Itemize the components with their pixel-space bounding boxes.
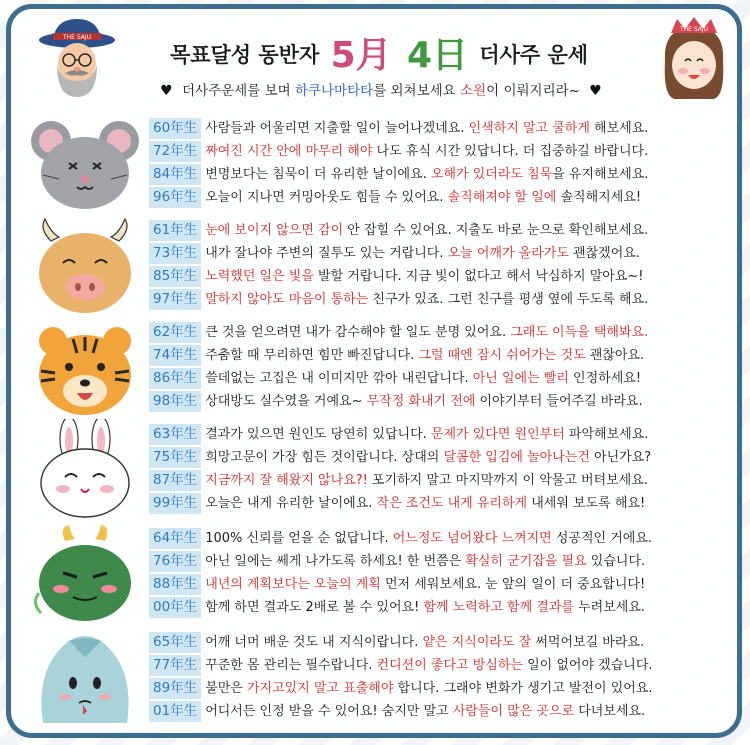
fortune-text: 이야기부터 들어주길 바라요. — [475, 394, 643, 409]
section-snake — [11, 627, 747, 729]
fortune-text: 오늘이 지나면 커밍아웃도 힘들 수 있어요. — [205, 190, 448, 205]
section-tiger — [11, 317, 747, 419]
fortune-row — [149, 631, 739, 653]
title-suffix: 더사주 운세 — [479, 43, 589, 67]
fortune-highlight: 문제가 있다면 원인부터 — [430, 427, 565, 442]
fortune-highlight: 사람들이 많은 곳으로 — [452, 704, 575, 719]
fortune-highlight: 짜여진 시간 안에 마무리 해야 — [205, 144, 373, 159]
fortune-text: 함께 하면 결과도 2배로 볼 수 있어요! — [205, 600, 424, 615]
fortune-row — [149, 288, 739, 310]
subtitle-magic-word: 하쿠나마타타 — [294, 83, 374, 99]
fortune-text: 상대방도 실수였을 거예요~ — [205, 394, 367, 409]
birth-year-badge: 98年生 — [149, 391, 201, 412]
fortune-text: 내세워 보도록 해요! — [527, 496, 646, 511]
fortune-text: 다녀보세요. — [574, 704, 646, 719]
birth-year-badge: 62年生 — [149, 322, 201, 343]
fortune-text: 인정하세요! — [568, 371, 642, 386]
fortune-row — [149, 140, 739, 162]
birth-year-badge: 87年生 — [149, 470, 201, 491]
fortune-text: 쓸데없는 고집은 내 이미지만 깎아 내린답니다. — [205, 371, 473, 386]
fortune-highlight: 노력했던 일은 빛을 — [205, 269, 314, 284]
rat-icon — [29, 113, 141, 215]
fortune-text: 사람들과 어울리면 지출할 일이 늘어나겠네요. — [205, 121, 469, 136]
section-dragon — [11, 523, 747, 625]
fortune-text: 일이 없어야 겠습니다. — [522, 658, 653, 673]
fortune-highlight: 작은 조건도 내게 유리하게 — [376, 496, 528, 511]
fortune-text: 괜찮아요. — [585, 348, 645, 363]
birth-year-badge: 88年生 — [149, 574, 201, 595]
fortune-highlight: 확실히 군기잡을 필요 — [465, 554, 587, 569]
title-month: 5月 — [330, 35, 392, 76]
page-frame — [6, 4, 742, 738]
birth-year-badge: 60年生 — [149, 118, 201, 139]
fortune-text: 발할 거랍니다. 지금 빛이 없다고 해서 낙심하지 말아요~! — [313, 269, 644, 284]
subtitle-part-a: 더사주운세를 보며 — [182, 83, 291, 99]
fortune-highlight: 가지고있지 말고 표출해야 — [247, 681, 394, 696]
fortune-text: 누려보세요. — [573, 600, 646, 615]
girl-mascot-icon — [655, 17, 733, 101]
birth-year-badge: 74年生 — [149, 345, 201, 366]
dragon-icon — [29, 523, 141, 625]
fortune-text: 오늘은 내게 유리한 날이에요. — [205, 496, 377, 511]
subtitle-part-b: 를 외쳐보세요 — [373, 83, 456, 99]
fortune-text: 합니다. 그래야 변화가 생기고 발전이 있어요. — [393, 681, 653, 696]
subtitle-part-c: 이 이뤄지리라~ — [486, 83, 580, 99]
fortune-highlight: 무작정 화내기 전에 — [366, 394, 476, 409]
fortune-text: 100% 신뢰를 얻을 순 없답니다. — [205, 531, 393, 546]
birth-year-badge: 76年生 — [149, 551, 201, 572]
fortune-row — [149, 700, 739, 722]
fortune-text: 먼저 세워보세요. 눈 앞의 일이 더 중요합니다! — [380, 577, 646, 592]
fortune-text: 안 잡힐 수 있어요. 지출도 바로 눈으로 확인해보세요. — [343, 223, 649, 238]
fortune-text: 써먹어보길 바라요. — [531, 635, 645, 650]
subtitle-wish: 소원 — [460, 83, 487, 99]
fortune-row — [149, 344, 739, 366]
title-prefix: 목표달성 동반자 — [169, 43, 320, 67]
fortune-highlight: 눈에 보이지 않으면 감이 — [205, 223, 344, 238]
birth-year-badge: 73年生 — [149, 243, 201, 264]
birth-year-badge: 86年生 — [149, 368, 201, 389]
subtitle — [131, 79, 631, 99]
fortune-row — [149, 550, 739, 572]
title-day: 4日 — [406, 35, 468, 76]
fortune-text: 큰 것을 얻으려면 내가 감수해야 할 일도 분명 있어요. — [205, 325, 511, 340]
fortune-highlight: 말하지 않아도 마음이 통하는 — [205, 292, 369, 307]
fortune-row — [149, 573, 739, 595]
fortune-row — [149, 596, 739, 618]
fortune-text: 불만은 — [205, 681, 247, 696]
fortune-highlight: 인색하지 말고 쿨하게 — [468, 121, 590, 136]
birth-year-badge: 63年生 — [149, 424, 201, 445]
fortune-row — [149, 469, 739, 491]
fortune-row — [149, 390, 739, 412]
fortune-highlight: 아닌 일에는 빨리 — [472, 371, 569, 386]
fortune-text: 꾸준한 몸 관리는 필수랍니다. — [205, 658, 377, 673]
fortune-text: 있습니다. — [586, 554, 646, 569]
fortune-highlight: 솔직해져야 할 일에 — [447, 190, 557, 205]
fortune-row — [149, 163, 739, 185]
fortune-row — [149, 186, 739, 208]
fortune-highlight: 지금까지 잘 해왔지 않나요?! — [205, 473, 368, 488]
fortune-text: 포기하지 말고 마지막까지 이 악물고 버텨보세요. — [367, 473, 648, 488]
fortune-text: 희망고문이 가장 힘든 것이랍니다. 상대의 — [205, 450, 444, 465]
fortune-text: 결과가 있으면 원인도 당연히 있답니다. — [205, 427, 431, 442]
fortune-text: 아닌 일에는 쎄게 나가도록 하세요! 한 번쯤은 — [205, 554, 466, 569]
fortune-highlight: 컨디션이 좋다고 방심하는 — [376, 658, 523, 673]
fortune-text: 친구가 있죠. 그런 친구를 평생 옆에 두도록 해요. — [368, 292, 649, 307]
fortune-row — [149, 654, 739, 676]
fortune-row — [149, 321, 739, 343]
fortune-row — [149, 242, 739, 264]
birth-year-badge: 99年生 — [149, 493, 201, 514]
rabbit-icon — [29, 419, 141, 521]
heart-icon: ♥ — [589, 83, 602, 99]
fortune-row — [149, 219, 739, 241]
fortune-text: 성공적인 거에요. — [551, 531, 653, 546]
fortune-text: 해보세요. — [589, 121, 649, 136]
fortune-text: 어디서든 인정 받을 수 있어요! 숨지만 말고 — [205, 704, 453, 719]
man-mascot-icon — [35, 15, 119, 99]
tiger-icon — [29, 317, 141, 419]
crown-text: THE SAJU — [679, 26, 709, 33]
fortune-row — [149, 527, 739, 549]
birth-year-badge: 89年生 — [149, 678, 201, 699]
fortune-highlight: 그럴 때엔 잠시 쉬어가는 것도 — [418, 348, 586, 363]
section-ox — [11, 215, 747, 317]
fortune-highlight: 그래도 이득을 택해봐요. — [510, 325, 649, 340]
birth-year-badge: 65年生 — [149, 632, 201, 653]
fortune-row — [149, 492, 739, 514]
birth-year-badge: 85年生 — [149, 266, 201, 287]
birth-year-badge: 77年生 — [149, 655, 201, 676]
hat-text: THE SAJU — [62, 34, 92, 41]
birth-year-badge: 75年生 — [149, 447, 201, 468]
fortune-row — [149, 265, 739, 287]
birth-year-badge: 00年生 — [149, 597, 201, 618]
fortune-highlight: 오해가 있더라도 침묵 — [430, 167, 553, 182]
fortune-highlight: 함께 노력하고 함께 결과를 — [423, 600, 574, 615]
fortune-text: 나도 휴식 시간 있답니다. 더 집중하길 바랍니다. — [372, 144, 649, 159]
fortune-highlight: 어느정도 넘어왔다 느껴지면 — [392, 531, 552, 546]
snake-icon — [29, 627, 141, 729]
page-title — [129, 27, 629, 78]
fortune-text: 변명보다는 침묵이 더 유리한 날이에요. — [205, 167, 431, 182]
fortune-text: 아닌가요? — [589, 450, 652, 465]
fortune-text: 주춤할 때 무리하면 힘만 빠진답니다. — [205, 348, 419, 363]
birth-year-badge: 96年生 — [149, 187, 201, 208]
ox-icon — [29, 215, 141, 317]
fortune-text: 어깨 너머 배운 것도 내 지식이랍니다. — [205, 635, 423, 650]
fortune-text: 솔직해지세요! — [556, 190, 642, 205]
birth-year-badge: 64年生 — [149, 528, 201, 549]
section-rat — [11, 113, 747, 215]
fortune-row — [149, 446, 739, 468]
header — [11, 9, 747, 109]
fortune-highlight: 달콤한 입김에 놀아나는건 — [443, 450, 590, 465]
fortune-row — [149, 423, 739, 445]
fortune-text: 내가 잘나야 주변의 질투도 있는 거랍니다. — [205, 246, 448, 261]
fortune-text: 괜찮겠어요. — [568, 246, 640, 261]
fortune-highlight: 얕은 지식이라도 잘 — [422, 635, 532, 650]
fortune-highlight: 오늘 어깨가 올라가도 — [447, 246, 569, 261]
section-rabbit — [11, 419, 747, 521]
heart-icon: ♥ — [160, 83, 173, 99]
birth-year-badge: 61年生 — [149, 220, 201, 241]
fortune-text: 을 유지해보세요. — [552, 167, 649, 182]
fortune-row — [149, 117, 739, 139]
fortune-text: 파악해보세요. — [564, 427, 649, 442]
fortune-row — [149, 367, 739, 389]
birth-year-badge: 72年生 — [149, 141, 201, 162]
birth-year-badge: 01年生 — [149, 701, 201, 722]
birth-year-badge: 97年生 — [149, 289, 201, 310]
birth-year-badge: 84年生 — [149, 164, 201, 185]
fortune-highlight: 내년의 계획보다는 오늘의 계획 — [205, 577, 381, 592]
fortune-row — [149, 677, 739, 699]
